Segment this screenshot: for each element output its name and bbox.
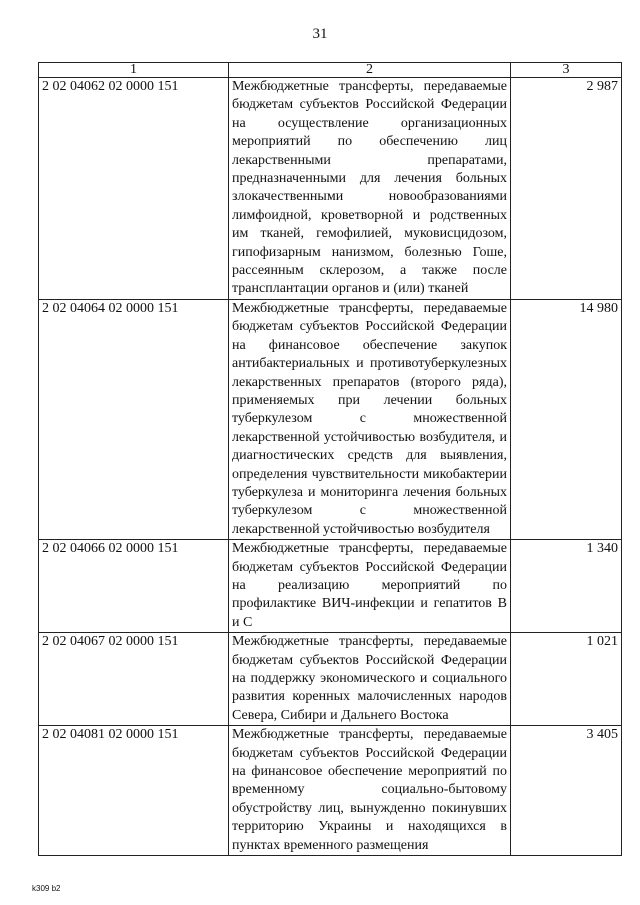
column-header-description: 2 bbox=[229, 63, 511, 78]
budget-table bbox=[38, 62, 622, 856]
row-description: Межбюджетные трансферты, передаваемые бюджетам субъектов Российской Федерации на финансовое обеспечение мероприятий по временному социально-бытовому обустройству лиц, вынужденно покинувших территорию Украины и находящихся в пунктах временного размещения bbox=[229, 726, 511, 856]
row-description: Межбюджетные трансферты, передаваемые бюджетам субъектов Российской Федерации на поддержку экономического и социального развития коренных малочисленных народов Севера, Сибири и Дальнего Востока bbox=[229, 633, 511, 726]
row-code: 2 02 04081 02 0000 151 bbox=[39, 726, 229, 856]
row-amount: 3 405 bbox=[511, 726, 622, 856]
table-header-row bbox=[39, 63, 622, 78]
table-row bbox=[39, 540, 622, 633]
row-description: Межбюджетные трансферты, передаваемые бюджетам субъектов Российской Федерации на финансовое обеспечение закупок антибактериальных и противотуберкулезных лекарственных препаратов (второго ряда), применяемых при лечении больных туберкулезом с множественной лекарственной устойчивостью возбудителя, и диагностических средств для выявления, определения чувствительности микобактерии туберкулеза и мониторинга лечения больных туберкулезом с множественной лекарственной устойчивостью возбудителя bbox=[229, 299, 511, 539]
footer-document-code: k309 b2 bbox=[32, 884, 61, 893]
row-code: 2 02 04064 02 0000 151 bbox=[39, 299, 229, 539]
row-amount: 1 340 bbox=[511, 540, 622, 633]
row-code: 2 02 04062 02 0000 151 bbox=[39, 78, 229, 300]
row-amount: 1 021 bbox=[511, 633, 622, 726]
row-code: 2 02 04067 02 0000 151 bbox=[39, 633, 229, 726]
table-row bbox=[39, 633, 622, 726]
row-amount: 2 987 bbox=[511, 78, 622, 300]
row-description: Межбюджетные трансферты, передаваемые бюджетам субъектов Российской Федерации на осуществление организационных мероприятий по обеспечению лиц лекарственными препаратами, предназначенными для лечения больных злокачественными новообразованиями лимфоидной, кроветворной и родственных им тканей, гемофилией, муковисцидозом, гипофизарным нанизмом, болезнью Гоше, рассеянным склерозом, а также после трансплантации органов и (или) тканей bbox=[229, 78, 511, 300]
table-row bbox=[39, 726, 622, 856]
column-header-amount: 3 bbox=[511, 63, 622, 78]
table-row bbox=[39, 299, 622, 539]
row-amount: 14 980 bbox=[511, 299, 622, 539]
row-code: 2 02 04066 02 0000 151 bbox=[39, 540, 229, 633]
page-number: 31 bbox=[312, 26, 328, 42]
row-description: Межбюджетные трансферты, передаваемые бюджетам субъектов Российской Федерации на реализацию мероприятий по профилактике ВИЧ-инфекции и гепатитов В и С bbox=[229, 540, 511, 633]
table-row bbox=[39, 78, 622, 300]
column-header-code: 1 bbox=[39, 63, 229, 78]
